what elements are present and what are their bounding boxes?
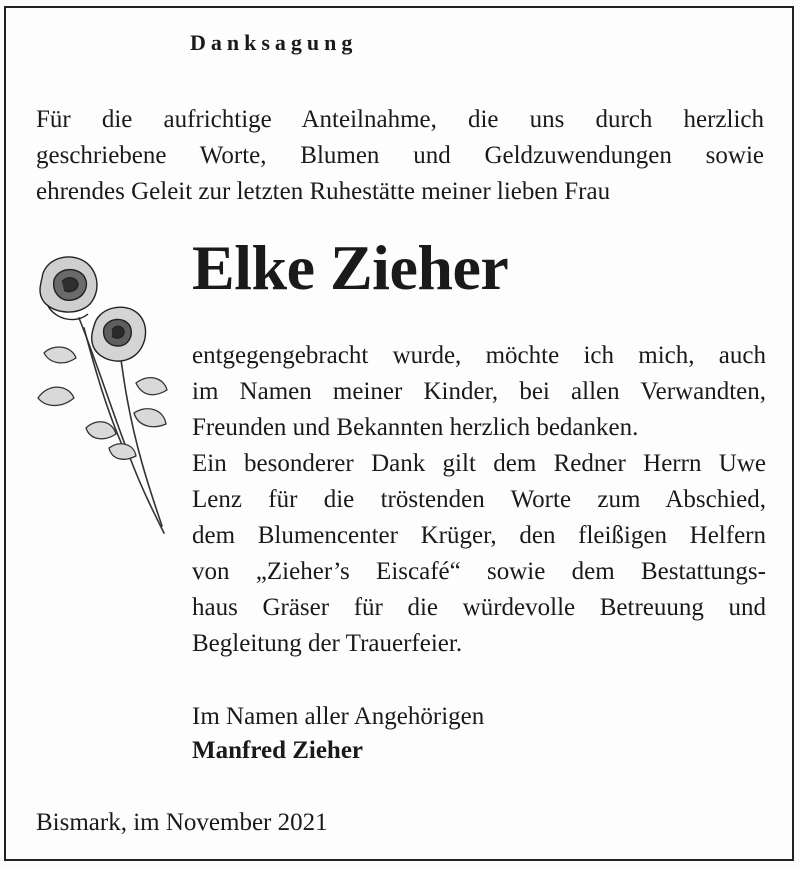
- body-line: Freunden und Bekannten herzlich bedanken.: [192, 414, 639, 441]
- deceased-name: Elke Zieher: [192, 232, 509, 303]
- place-date: Bismark, im November 2021: [36, 809, 328, 836]
- intro-line: ehrendes Geleit zur letzten Ruhestätte meiner lieben Frau: [36, 178, 611, 205]
- body-line: dem Blumencenter Krüger, den fleißigen Helfern: [192, 522, 766, 549]
- intro-paragraph: [36, 102, 764, 210]
- rose-illustration: [24, 248, 184, 548]
- signer-name: Manfred Zieher: [192, 737, 364, 764]
- body-line: im Namen meiner Kinder, bei allen Verwandten,: [192, 378, 766, 405]
- intro-line: Für die aufrichtige Anteilnahme, die uns durch herzlich: [36, 106, 764, 133]
- body-line: Begleitung der Trauerfeier.: [192, 630, 463, 657]
- body-line: Lenz für die tröstenden Worte zum Abschied,: [192, 486, 766, 513]
- closing-block: [192, 700, 484, 768]
- body-line: von „Zieher’s Eiscafé“ sowie dem Bestattungs-: [192, 558, 766, 585]
- notice-heading: Danksagung: [190, 30, 358, 55]
- intro-line: geschriebene Worte, Blumen und Geldzuwendungen sowie: [36, 142, 764, 169]
- body-line: haus Gräser für die würdevolle Betreuung und: [192, 594, 766, 621]
- body-line: Ein besonderer Dank gilt dem Redner Herrn Uwe: [192, 450, 766, 477]
- body-line: entgegengebracht wurde, möchte ich mich, auch: [192, 342, 766, 369]
- closing-text: Im Namen aller Angehörigen: [192, 703, 485, 730]
- body-paragraph: [192, 338, 766, 662]
